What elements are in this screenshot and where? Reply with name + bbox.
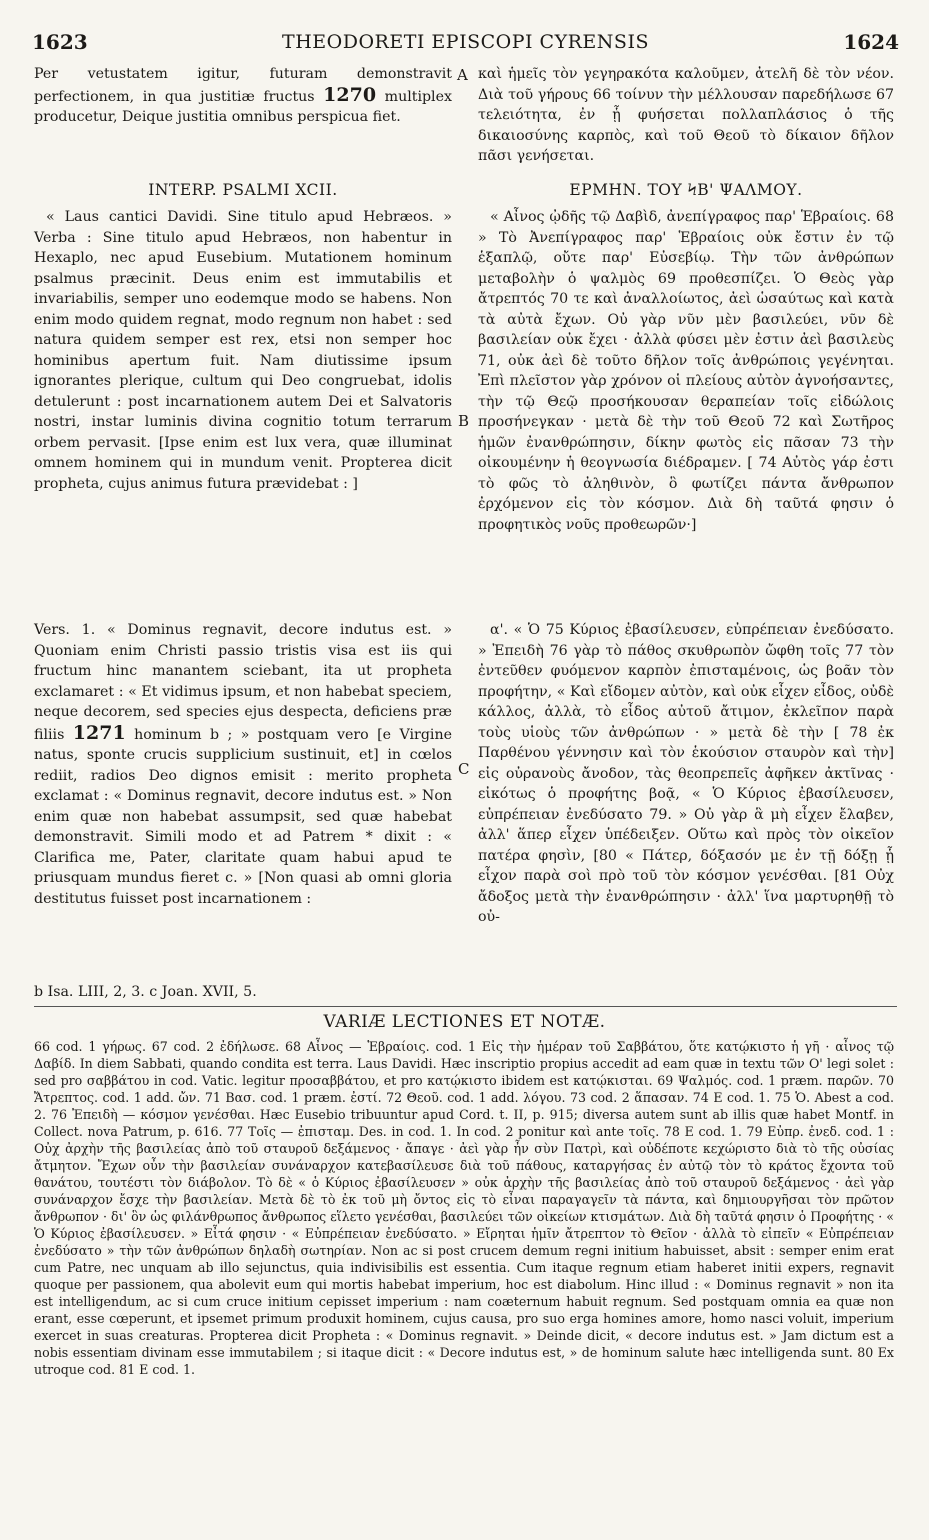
greek-paragraph-3 <box>478 620 894 928</box>
scripture-references: b Isa. LIII, 2, 3. c Joan. XVII, 5. <box>34 984 257 1000</box>
margin-letter-c: C <box>458 760 470 778</box>
notes-text: 66 cod. 1 γήρως. 67 cod. 2 ἐδήλωσε. 68 Αἶνος — Ἑβραίοις. cod. 1 Εἰς τὴν ἡμέραν τοῦ Σαββάτου, ὅτε κατῴκιστο ἡ γῆ · αἶνος τῷ Δαβίδ. In diem Sabbati, quando condita est terra. Laus Davidi. Hæc inscriptio propius accedit ad eam quæ in textu τῶν O' legi solet : sed pro σαββάτου in cod. Vatic. legitur προσαββάτου, et pro κατῴκιστο ibidem est κατῴκισται. 69 Ψαλμός. cod. 1 præm. παρῶν. 70 Ἄτρεπτος. cod. 1 add. ὤν. 71 Βασ. cod. 1 præm. ἐστί. 72 Θεοῦ. cod. 1 add. λόγου. 73 cod. 2 ἅπασαν. 74 E cod. 1. 75 Ὁ. Abest a cod. 2. 76 Ἐπειδὴ — κόσμον γενέσθαι. Hæc Eusebio tribuuntur apud Cord. t. II, p. 915; diversa autem sunt ab illis quæ habet Montf. in Collect. nova Patrum, p. 616. 77 Τοῖς — ἐπισταμ. Des. in cod. 1. In cod. 2 ponitur καὶ ante τοῖς. 78 E cod. 1. 79 Εὐπρ. ἐνεδ. cod. 1 : Οὐχ ἀρχὴν τῆς βασιλείας ἀπὸ τοῦ σταυροῦ δεξάμενος · ἄπαγε · ἀεὶ γὰρ ἦν σὺν Πατρὶ, καὶ οὐδέποτε κεχώριστο διὰ τὸ τῆς οὐσίας ἄτμητον. Ἔχων οὖν τὴν βασιλείαν συνάναρχον κατεβασίλευσε διὰ τοῦ πάθους, καταργήσας ἐν αὐτῷ τὸν τὸ κράτος ἔχοντα τοῦ θανάτου, τουτέστι τὸν διάβολον. Τὸ δὲ « ὁ Κύριος ἐβασίλευσεν » οὐκ ἀρχὴν τῆς βασιλείας ἀπὸ τοῦ σταυροῦ δεξάμενος · ἀεὶ γὰρ συνάναρχον ἔσχε τὴν βασιλείαν. Μετὰ δὲ τὸ ἐκ τοῦ μὴ ὄντος εἰς τὸ εἶναι παραγαγεῖν τὰ πάντα, καὶ δημιουργῆσαι τὸν πρῶτον ἄνθρωπον · δι' ὃν ὡς φιλάνθρωπος ἄνθρωπος εἵλετο γενέσθαι, βασιλεύει τῶν οἰκείων κτισμάτων. Διὰ δὴ ταῦτά φησιν ὁ Προφήτης · « Ὁ Κύριος ἐβασίλευσεν. » Εἶτά φησιν · « Εὐπρέπειαν ἐνεδύσατο. » Εἴρηται ἡμῖν ἄτρεπτον τὸ Θεῖον · ἀλλὰ τὸ εἰπεῖν « Εὐπρέπειαν ἐνεδύσατο » τὴν τῶν ἀνθρώπων δηλαδὴ σωτηρίαν. Non ac si post crucem demum regni initium habuisset, absit : semper enim erat cum Patre, nec unquam ab illo sejunctus, quia indivisibilis est essentia. Cum itaque regnum etiam haberet initii expers, regnavit quoque per passionem, qua abolevit eum qui mortis habebat imperium, hoc est diabolum. Hinc illud : « Dominus regnavit » non ita est intelligendum, ac si cum cruce initium cepisset imperium : nam coæternum habuit regnum. Sed postquam omnia ea quæ non erant, esse cœperunt, et ipsemet primum produxit hominem, cujus causa, pro suo erga homines amore, homo nasci voluit, imperium exercet in suas creaturas. Propterea dicit Propheta : « Dominus regnavit. » Deinde dicit, « decore indutus est. » Jam dictum est a nobis essentiam divinam esse immutabilem ; si itaque dicit : « Decore indutus est, » de hominum salute hæc intelligenda sunt. 80 Ex utroque cod. 81 E cod. 1. <box>34 1039 894 1377</box>
page-number-left: 1623 <box>32 30 88 54</box>
latin-text: multiplex producetur, Deique justitia omnibus perspicua fiet. <box>34 88 452 125</box>
latin-paragraph-1 <box>34 64 452 128</box>
running-title: THEODORETI EPISCOPI CYRENSIS <box>282 31 649 53</box>
latin-heading: INTERP. PSALMI XCII. <box>148 181 338 199</box>
latin-text: Vers. 1. « Dominus regnavit, decore indutus est. » Quoniam enim Christi passio tristis visa est iis qui fructum hinc manantem sciebant, ita ut propheta exclamaret : « Et vidimus ipsum, et non habebat speciem, neque decorem, sed species ejus despecta, deficiens præ filiis <box>34 622 452 743</box>
notes-title: VARIÆ LECTIONES ET NOTÆ. <box>323 1012 606 1032</box>
greek-heading: ΕΡΜΗΝ. ΤΟΥ ϞΒ' ΨΑΛΜΟΥ. <box>569 181 803 199</box>
latin-text: Per vetustatem igitur, futuram demonstravit perfectionem, in qua justitiæ fructus <box>34 66 452 105</box>
notes-divider <box>34 1006 897 1007</box>
greek-text: καὶ ἡμεῖς τὸν γεγηρακότα καλοῦμεν, ἀτελῆ δὲ τὸν νέον. Διὰ τοῦ γήρους 66 τοίνυν τὴν μέλλουσαν παρεδήλωσε 67 τελειότητα, ἐν ᾗ φυήσεται πολλαπλάσιος ὁ τῆς δικαιοσύνης καρπὸς, καὶ τοῦ Θεοῦ τὸ δίκαιον δῆλον πᾶσι γενήσεται. <box>478 66 894 164</box>
migne-column-number: 1270 <box>323 83 377 106</box>
greek-text: « Αἶνος ᾠδῆς τῷ Δαβὶδ, ἀνεπίγραφος παρ' Ἑβραίοις. 68 » Τὸ Ἀνεπίγραφος παρ' Ἑβραίοις οὐκ ἔστιν ἐν τῷ ἑξαπλῷ, οὔτε παρ' Εὐσεβίῳ. Τὴν τῶν ἀνθρώπων μεταβολὴν ὁ ψαλμὸς 69 προθεσπίζει. Ὁ Θεὸς γὰρ ἄτρεπτός 70 τε καὶ ἀναλλοίωτος, ἀεὶ ὡσαύτως καὶ κατὰ τὰ αὐτὰ ἔχων. Οὐ γὰρ νῦν μὲν βασιλεύει, νῦν δὲ βασιλείαν οὐκ ἔχει · ἀλλὰ φύσει μὲν ἐστιν ἀεὶ βασιλεὺς 71, οὐκ ἀεὶ δὲ τοῦτο δῆλον τοῖς ἀνθρώποις γεγένηται. Ἐπὶ πλεῖστον γὰρ χρόνον οἱ πλείους αὐτὸν ἀγνοήσαντες, τὴν τῷ Θεῷ προσήκουσαν θεραπείαν τοῖς εἰδώλοις προσήνεγκαν · μετὰ δὲ τὴν τοῦ Θεοῦ 72 καὶ Σωτῆρος ἡμῶν ἐνανθρώπησιν, δίκην φωτὸς εἰς πᾶσαν 73 τὴν οἰκουμένην ἡ θεογνωσία διέδραμεν. [ 74 Αὐτὸς γάρ ἐστι τὸ φῶς τὸ ἀληθινὸν, ὃ φωτίζει πάντα ἄνθρωπον ἐρχόμενον εἰς τὸν κόσμον. Διὰ δὴ ταῦτά φησιν ὁ προφητικὸς νοῦς προθεωρῶν·] <box>478 209 894 533</box>
latin-text: hominum b ; » postquam vero [e Virgine natus, sponte crucis supplicium sustinuit, et] in cœlos rediit, radios Deo dignos emisit : merito propheta exclamat : « Dominus regnavit, decore indutus est. » Non enim quæ non habebat assumpsit, sed quæ habebat demonstravit. Simili modo et ad Patrem * dixit : « Clarifica me, Pater, claritate quam habui apud te priusquam mundus fieret c. » [Non quasi ab omni gloria destitutus fuisset post incarnationem : <box>34 726 452 907</box>
latin-paragraph-2 <box>34 207 452 494</box>
margin-letter-a: A <box>457 66 468 84</box>
migne-column-number: 1271 <box>72 721 126 744</box>
greek-paragraph-2 <box>478 207 894 535</box>
greek-text: α'. « Ὁ 75 Κύριος ἐβασίλευσεν, εὐπρέπειαν ἐνεδύσατο. » Ἐπειδὴ 76 γὰρ τὸ πάθος σκυθρωπὸν ὤφθη τοῖς 77 τὸν ἐντεῦθεν φυόμενον καρπὸν ἐπισταμένοις, ὡς βοᾶν τὸν προφήτην, « Καὶ εἴδομεν αὐτὸν, καὶ οὐκ εἶχεν εἶδος, οὐδὲ κάλλος, ἀλλὰ, τὸ εἶδος αὐτοῦ ἄτιμον, ἐκλεῖπον παρὰ τοὺς υἱοὺς τῶν ἀνθρώπων · » μετὰ δὲ τὴν [ 78 ἐκ Παρθένου γέννησιν καὶ τὸν ἑκούσιον σταυρὸν καὶ τὴν] εἰς οὐρανοὺς ἄνοδον, τὰς θεοπρεπεῖς ἀφῆκεν ἀκτῖνας · εἰκότως ὁ προφήτης βοᾷ, « Ὁ Κύριος ἐβασίλευσεν, εὐπρέπειαν ἐνεδύσατο 79. » Οὐ γὰρ ἃ μὴ εἶχεν ἔλαβεν, ἀλλ' ἅπερ εἶχεν ὑπέδειξεν. Οὕτω καὶ πρὸς τὸν οἰκεῖον πατέρα φησὶν, [80 « Πάτερ, δόξασόν με ἐν τῇ δόξῃ ᾗ εἶχον παρὰ σοὶ πρὸ τοῦ τὸν κόσμον γενέσθαι. [81 Οὐχ ἄδοξος μετὰ τὴν ἐνανθρώπησιν · ἀλλ' ἵνα μαρτυρηθῇ τὸ οὐ- <box>478 622 894 925</box>
greek-paragraph-1 <box>478 64 894 167</box>
margin-letter-b: B <box>458 412 470 430</box>
running-header <box>32 30 899 56</box>
latin-text: « Laus cantici Davidi. Sine titulo apud Hebræos. » Verba : Sine titulo apud Hebræos, non habentur in Hexaplo, nec apud Eusebium. Mutationem hominum psalmus præcinit. Deus enim est immutabilis et invariabilis, semper uno eodemque modo se habens. Non enim modo quidem regnat, modo regnum non habet : sed natura quidem semper est rex, etsi non semper hoc hominibus apertum fuit. Nam diutissime ipsum ignorantes plerique, cultum qui Deo congruebat, idolis detulerunt : post incarnationem autem Dei et Salvatoris nostri, instar luminis divina cognitio totum terrarum orbem pervasit. [Ipse enim est lux vera, quæ illuminat omnem hominem qui in mundum venit. Propterea dicit propheta, cujus animus futura prævidebat : ] <box>34 209 452 492</box>
page-number-right: 1624 <box>843 30 899 54</box>
notes-block <box>34 1038 894 1378</box>
latin-paragraph-3 <box>34 620 452 909</box>
